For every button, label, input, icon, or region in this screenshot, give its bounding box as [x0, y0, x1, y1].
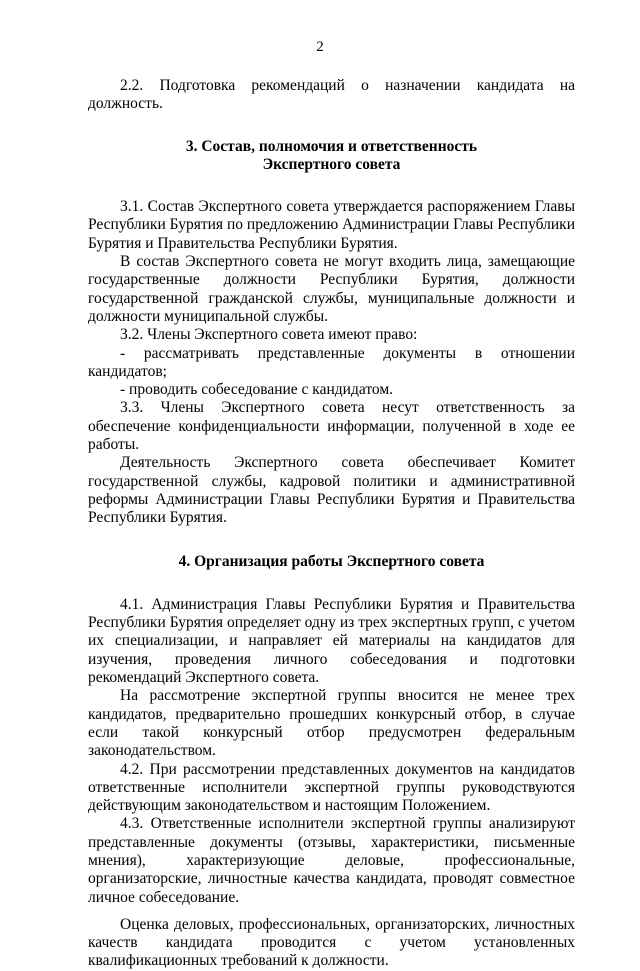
paragraph-2-2: 2.2. Подготовка рекомендаций о назначении кандидата на должность.	[88, 77, 575, 113]
paragraph-gap	[88, 907, 575, 916]
paragraph-3-3: 3.3. Члены Экспертного совета несут ответственность за обеспечение конфиденциальности информации, полученной в ходе ее работы.	[88, 399, 575, 454]
paragraph-4-1-candidates: На рассмотрение экспертной группы вносится не менее трех кандидатов, предварительно прошедших конкурсный отбор, в случае если такой конкурсный отбор предусмотрен федеральным законодательством.	[88, 687, 575, 760]
paragraph-3-2-right-1: - рассматривать представленные документы в отношении кандидатов;	[88, 344, 575, 380]
section-4-heading: 4. Организация работы Экспертного совета	[178, 552, 485, 570]
page-number: 2	[316, 39, 324, 55]
paragraph-3-2-right-2: - проводить собеседование с кандидатом.	[120, 381, 394, 399]
paragraph-4-1: 4.1. Администрация Главы Республики Бурятия и Правительства Республики Бурятия определяет одну из трех экспертных групп, с учетом их специализации, и направляет ей материалы на кандидатов для изучения, проведения личного собеседования и подготовки рекомендаций Экспертного совета.	[88, 595, 575, 687]
section-3-title-line-2: Экспертного совета	[262, 155, 401, 173]
section-3-heading	[88, 138, 575, 175]
paragraph-3-3-activity: Деятельность Экспертного совета обеспечивает Комитет государственной службы, кадровой политики и административной реформы Администрации Главы Республики Бурятия и Правительства Республики Бурятия.	[88, 454, 575, 527]
document-body	[88, 77, 575, 971]
paragraph-4-3-assessment: Оценка деловых, профессиональных, организаторских, личностных качеств кандидата проводится с учетом установленных квалификационных требований к должности.	[88, 915, 575, 970]
paragraph-3-1: 3.1. Состав Экспертного совета утверждается распоряжением Главы Республики Бурятия по предложению Администрации Главы Республики Бурятия и Правительства Республики Бурятия.	[88, 198, 575, 252]
paragraph-3-2: 3.2. Члены Экспертного совета имеют право:	[120, 326, 418, 344]
paragraph-4-2: 4.2. При рассмотрении представленных документов на кандидатов ответственные исполнители экспертной группы руководствуются действующим законодательством и настоящим Положением.	[88, 760, 575, 815]
paragraph-3-1-composition: В состав Экспертного совета не могут входить лица, замещающие государственные должности Республики Бурятия, должности государственной гражданской службы, муниципальные должности и должности муниципальной службы.	[88, 253, 575, 325]
section-3-title-line-1: 3. Состав, полномочия и ответственность	[185, 137, 478, 155]
paragraph-4-3: 4.3. Ответственные исполнители экспертной группы анализируют представленные документы (отзывы, характеристики, письменные мнения), характеризующие деловые, профессиональные, организаторские, личностные качества кандидата, проводят совместное личное собеседование.	[88, 815, 575, 906]
